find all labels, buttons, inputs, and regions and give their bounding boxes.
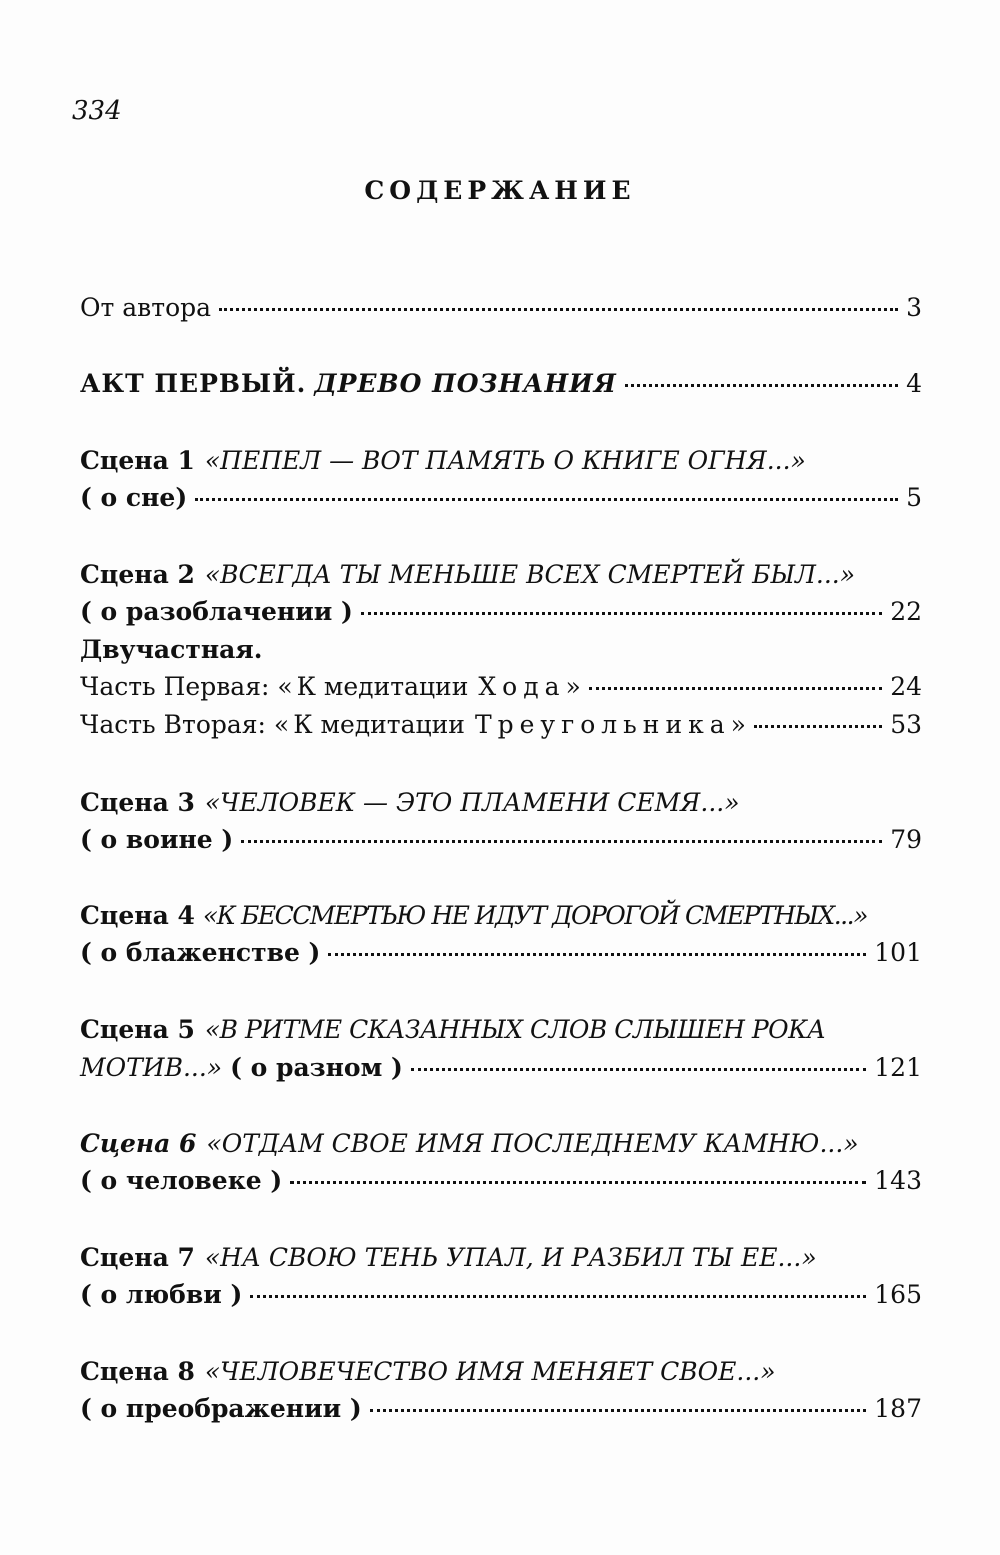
toc-entry-scene-4[interactable] — [80, 935, 922, 971]
toc-entry-scene-7-title[interactable] — [80, 1240, 922, 1276]
toc-two-part-label — [80, 632, 922, 668]
scene-title: «ЧЕЛОВЕЧЕСТВО ИМЯ МЕНЯЕТ СВОЕ...» — [204, 1357, 776, 1386]
scene-title: «ВСЕГДА ТЫ МЕНЬШЕ ВСЕХ СМЕРТЕЙ БЫЛ...» — [204, 560, 856, 589]
dot-leader — [328, 953, 866, 956]
scene-subtitle: ( о разоблачении ) — [80, 597, 353, 626]
toc-entry-scene-1-title[interactable] — [80, 443, 922, 479]
dot-leader — [625, 384, 898, 387]
act-title: ДРЕВО ПОЗНАНИЯ — [314, 369, 617, 398]
dot-leader — [219, 308, 898, 311]
scene-label: Сцена 4 — [80, 901, 195, 930]
entry-page: 5 — [906, 483, 922, 512]
scene-title-continued: МОТИВ...» — [80, 1053, 223, 1082]
scene-subtitle: ( о блаженстве ) — [80, 938, 321, 967]
two-part-label: Двучастная. — [80, 635, 263, 664]
toc-entry-scene-7[interactable] — [80, 1277, 922, 1313]
entry-label: От автора — [80, 293, 212, 322]
toc-entry-scene-8-title[interactable] — [80, 1354, 922, 1390]
toc-entry-scene-3[interactable] — [80, 822, 922, 858]
toc-entry-scene-2-title[interactable] — [80, 557, 922, 593]
dot-leader — [250, 1295, 866, 1298]
scene-label: Сцена 6 — [80, 1129, 197, 1158]
scene-title: «ОТДАМ СВОЕ ИМЯ ПОСЛЕДНЕМУ КАМНЮ...» — [206, 1129, 859, 1158]
scene-subtitle: ( о воине ) — [80, 825, 234, 854]
scene-title: «К БЕССМЕРТЬЮ НЕ ИДУТ ДОРОГОЙ СМЕРТНЫХ...» — [202, 901, 867, 930]
scene-label: Сцена 1 — [80, 446, 195, 475]
scene-title: «ЧЕЛОВЕК — ЭТО ПЛАМЕНИ СЕМЯ...» — [204, 788, 740, 817]
toc-entry-scene-2[interactable] — [80, 594, 922, 630]
entry-page: 24 — [890, 672, 922, 701]
part-suffix: » — [565, 672, 581, 701]
part-name: К медитации — [293, 710, 465, 739]
dot-leader — [411, 1068, 866, 1071]
scene-subtitle: ( о преображении ) — [80, 1394, 362, 1423]
page-number: 334 — [72, 96, 122, 126]
scene-title: «В РИТМЕ СКАЗАННЫХ СЛОВ СЛЫШЕН РОКА — [204, 1015, 826, 1044]
part-prefix: Часть Первая: « — [80, 672, 293, 701]
scene-label: Сцена 3 — [80, 788, 195, 817]
toc-entry-scene-8[interactable] — [80, 1391, 922, 1427]
dot-leader — [241, 840, 882, 843]
toc-entry-scene-6-title[interactable] — [80, 1126, 922, 1162]
entry-page: 53 — [890, 710, 922, 739]
scene-title: «ПЕПЕЛ — ВОТ ПАМЯТЬ О КНИГЕ ОГНЯ...» — [204, 446, 806, 475]
scene-subtitle: ( о сне) — [80, 483, 188, 512]
toc-entry-scene-1[interactable] — [80, 480, 922, 516]
dot-leader — [589, 687, 882, 690]
scene-title: «НА СВОЮ ТЕНЬ УПАЛ, И РАЗБИЛ ТЫ ЕЕ...» — [204, 1243, 817, 1272]
entry-page: 79 — [890, 825, 922, 854]
entry-page: 4 — [906, 369, 922, 398]
toc-entry-scene-5[interactable] — [80, 1050, 922, 1086]
entry-page: 187 — [874, 1394, 922, 1423]
toc-entry-scene-5-title[interactable] — [80, 1012, 922, 1048]
scene-label: Сцена 8 — [80, 1357, 195, 1386]
part-name-spaced: Треугольника — [474, 710, 731, 739]
act-label: АКТ ПЕРВЫЙ. — [80, 369, 307, 398]
scene-subtitle: ( о разном ) — [230, 1053, 403, 1082]
scene-label: Сцена 7 — [80, 1243, 195, 1272]
dot-leader — [754, 725, 882, 728]
part-name-spaced: Хода — [478, 672, 566, 701]
entry-page: 143 — [874, 1166, 922, 1195]
scene-subtitle: ( о человеке ) — [80, 1166, 283, 1195]
part-suffix: » — [730, 710, 746, 739]
scene-subtitle: ( о любви ) — [80, 1280, 243, 1309]
entry-page: 101 — [874, 938, 922, 967]
scene-label: Сцена 5 — [80, 1015, 195, 1044]
dot-leader — [370, 1409, 867, 1412]
scene-label: Сцена 2 — [80, 560, 195, 589]
dot-leader — [195, 498, 898, 501]
part-name: К медитации — [296, 672, 469, 701]
entry-page: 22 — [890, 597, 922, 626]
toc-entry-scene-4-title[interactable] — [80, 898, 922, 934]
part-prefix: Часть Вторая: « — [80, 710, 290, 739]
toc-entry-part-2[interactable] — [80, 707, 922, 743]
toc-entry-scene-6[interactable] — [80, 1163, 922, 1199]
toc-entry-author[interactable] — [80, 290, 922, 326]
dot-leader — [361, 612, 882, 615]
toc-entry-act-one[interactable] — [80, 366, 922, 402]
contents-heading: СОДЕРЖАНИЕ — [364, 176, 636, 205]
toc-entry-part-1[interactable] — [80, 669, 922, 705]
entry-page: 3 — [906, 293, 922, 322]
toc-entry-scene-3-title[interactable] — [80, 785, 922, 821]
entry-page: 165 — [874, 1280, 922, 1309]
dot-leader — [290, 1181, 866, 1184]
entry-page: 121 — [874, 1053, 922, 1082]
